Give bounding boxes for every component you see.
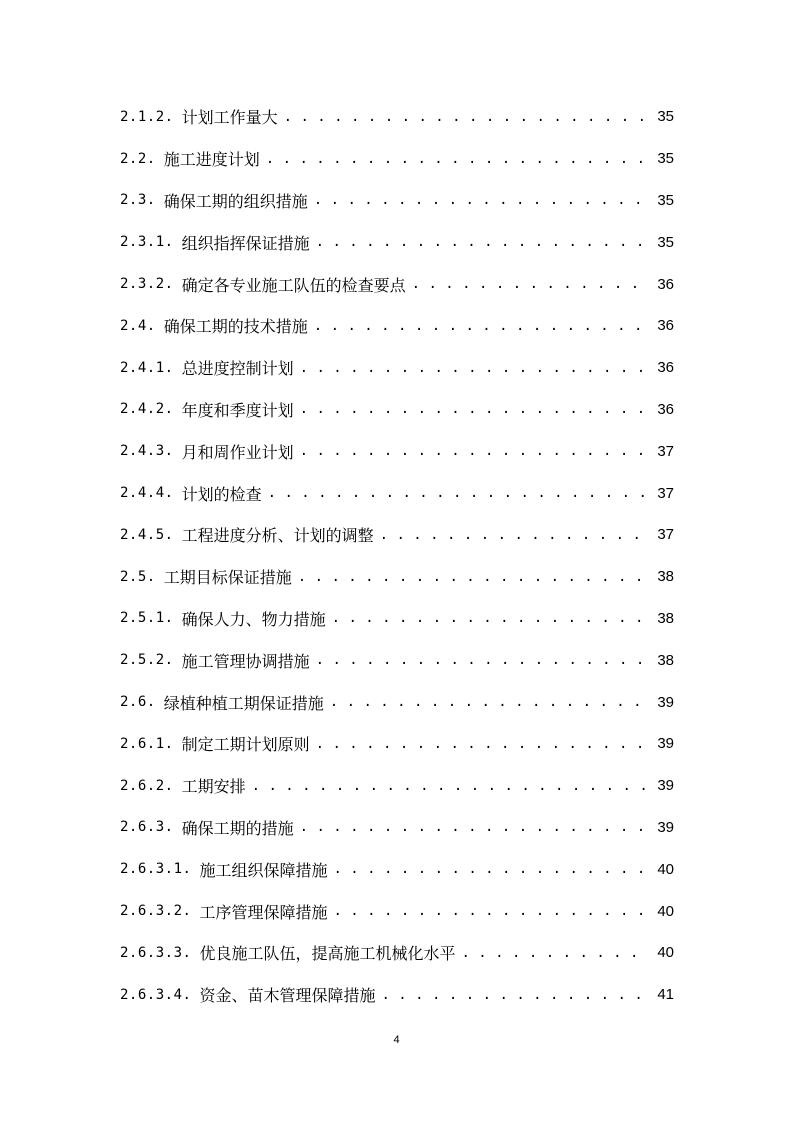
toc-number: 2.2. <box>120 150 156 167</box>
toc-page: 35 <box>657 108 674 126</box>
toc-page: 40 <box>657 902 674 920</box>
dot-leader <box>316 233 648 251</box>
dot-leader <box>300 400 648 418</box>
toc-title: 资金、苗木管理保障措施 <box>199 986 376 1006</box>
toc-number: 2.6.3.3. <box>120 944 192 961</box>
dot-leader <box>300 359 648 377</box>
toc-entry[interactable] <box>120 514 674 556</box>
toc-number: 2.6.3.4. <box>120 986 192 1003</box>
toc-page: 36 <box>657 359 674 377</box>
toc-title: 总进度控制计划 <box>181 359 294 379</box>
toc-page: 41 <box>657 986 674 1004</box>
toc-number: 2.1.2. <box>120 108 174 125</box>
dot-leader <box>268 484 648 502</box>
toc-title: 确保工期的组织措施 <box>163 191 308 211</box>
toc-title: 工序管理保障措施 <box>199 902 328 922</box>
toc-entry[interactable] <box>120 138 674 180</box>
toc-number: 2.4.4. <box>120 485 174 502</box>
toc-title: 施工进度计划 <box>163 150 260 170</box>
toc-number: 2.5.2. <box>120 652 174 669</box>
toc-entry[interactable] <box>120 472 674 514</box>
toc-entry[interactable] <box>120 430 674 472</box>
toc-entry[interactable] <box>120 765 674 807</box>
toc-page: 35 <box>657 191 674 209</box>
toc-title: 工期安排 <box>181 777 246 797</box>
toc-page: 37 <box>657 484 674 502</box>
toc-title: 绿植种植工期保证措施 <box>163 693 324 713</box>
toc-page: 40 <box>657 860 674 878</box>
dot-leader <box>333 860 648 878</box>
toc-number: 2.5. <box>120 568 156 585</box>
toc-entry[interactable] <box>120 598 674 640</box>
dot-leader <box>284 108 648 126</box>
dot-leader <box>380 526 648 544</box>
dot-leader <box>316 735 648 753</box>
toc-entry[interactable] <box>120 221 674 263</box>
toc-title: 月和周作业计划 <box>181 442 294 462</box>
toc-number: 2.6. <box>120 694 156 711</box>
toc-entry[interactable] <box>120 389 674 431</box>
dot-leader <box>333 902 648 920</box>
toc-number: 2.3. <box>120 192 156 209</box>
toc-title: 计划的检查 <box>181 484 262 504</box>
toc-page: 36 <box>657 400 674 418</box>
toc-entry[interactable] <box>120 347 674 389</box>
toc-page: 35 <box>657 150 674 168</box>
toc-page: 38 <box>657 609 674 627</box>
toc-entry[interactable] <box>120 96 674 138</box>
toc-entry[interactable] <box>120 305 674 347</box>
toc-number: 2.6.2. <box>120 777 174 794</box>
toc-page: 36 <box>657 275 674 293</box>
dot-leader <box>300 818 648 836</box>
toc-entry[interactable] <box>120 890 674 932</box>
toc-title: 工期目标保证措施 <box>163 568 292 588</box>
toc-page: 39 <box>657 777 674 795</box>
toc-number: 2.6.3. <box>120 819 174 836</box>
toc-entry[interactable] <box>120 932 674 974</box>
dot-leader <box>298 568 648 586</box>
toc-title: 工程进度分析、计划的调整 <box>181 526 374 546</box>
toc-number: 2.6.3.1. <box>120 861 192 878</box>
toc-page: 38 <box>657 651 674 669</box>
toc-title: 制定工期计划原则 <box>181 735 310 755</box>
toc-page: 39 <box>657 693 674 711</box>
toc-entry[interactable] <box>120 639 674 681</box>
toc-title: 优良施工队伍，提高施工机械化水平 <box>199 944 456 964</box>
page-number: 4 <box>393 1034 400 1046</box>
dot-leader <box>332 609 648 627</box>
toc-number: 2.4. <box>120 317 156 334</box>
toc-page: 39 <box>657 818 674 836</box>
toc-title: 计划工作量大 <box>181 108 278 128</box>
dot-leader <box>300 442 648 460</box>
toc-entry[interactable] <box>120 974 674 1016</box>
toc-title: 确保人力、物力措施 <box>181 609 326 629</box>
toc-entry[interactable] <box>120 723 674 765</box>
toc-title: 年度和季度计划 <box>181 400 294 420</box>
toc-number: 2.6.1. <box>120 735 174 752</box>
toc-entry[interactable] <box>120 681 674 723</box>
toc-number: 2.4.1. <box>120 359 174 376</box>
toc-page: 36 <box>657 317 674 335</box>
dot-leader <box>330 693 648 711</box>
toc-page: 37 <box>657 526 674 544</box>
toc-page: 37 <box>657 442 674 460</box>
toc-entry[interactable] <box>120 848 674 890</box>
toc-number: 2.6.3.2. <box>120 903 192 920</box>
toc-title: 确保工期的措施 <box>181 818 294 838</box>
toc-page: 35 <box>657 233 674 251</box>
toc-title: 施工管理协调措施 <box>181 651 310 671</box>
dot-leader <box>314 191 648 209</box>
toc-number: 2.4.2. <box>120 401 174 418</box>
toc-title: 确定各专业施工队伍的检查要点 <box>181 275 406 295</box>
toc-page: 39 <box>657 735 674 753</box>
table-of-contents <box>120 96 674 1016</box>
toc-page: 40 <box>657 944 674 962</box>
toc-entry[interactable] <box>120 556 674 598</box>
dot-leader <box>316 651 648 669</box>
dot-leader <box>381 986 648 1004</box>
toc-entry[interactable] <box>120 807 674 849</box>
dot-leader <box>314 317 648 335</box>
toc-page: 38 <box>657 568 674 586</box>
dot-leader <box>266 150 648 168</box>
toc-number: 2.3.1. <box>120 234 174 251</box>
toc-number: 2.4.5. <box>120 526 174 543</box>
toc-entry[interactable] <box>120 263 674 305</box>
dot-leader <box>461 944 648 962</box>
toc-number: 2.4.3. <box>120 443 174 460</box>
toc-title: 确保工期的技术措施 <box>163 317 308 337</box>
dot-leader <box>412 275 648 293</box>
toc-number: 2.3.2. <box>120 276 174 293</box>
toc-title: 施工组织保障措施 <box>199 860 328 880</box>
dot-leader <box>252 777 648 795</box>
toc-entry[interactable] <box>120 180 674 222</box>
toc-title: 组织指挥保证措施 <box>181 233 310 253</box>
toc-number: 2.5.1. <box>120 610 174 627</box>
